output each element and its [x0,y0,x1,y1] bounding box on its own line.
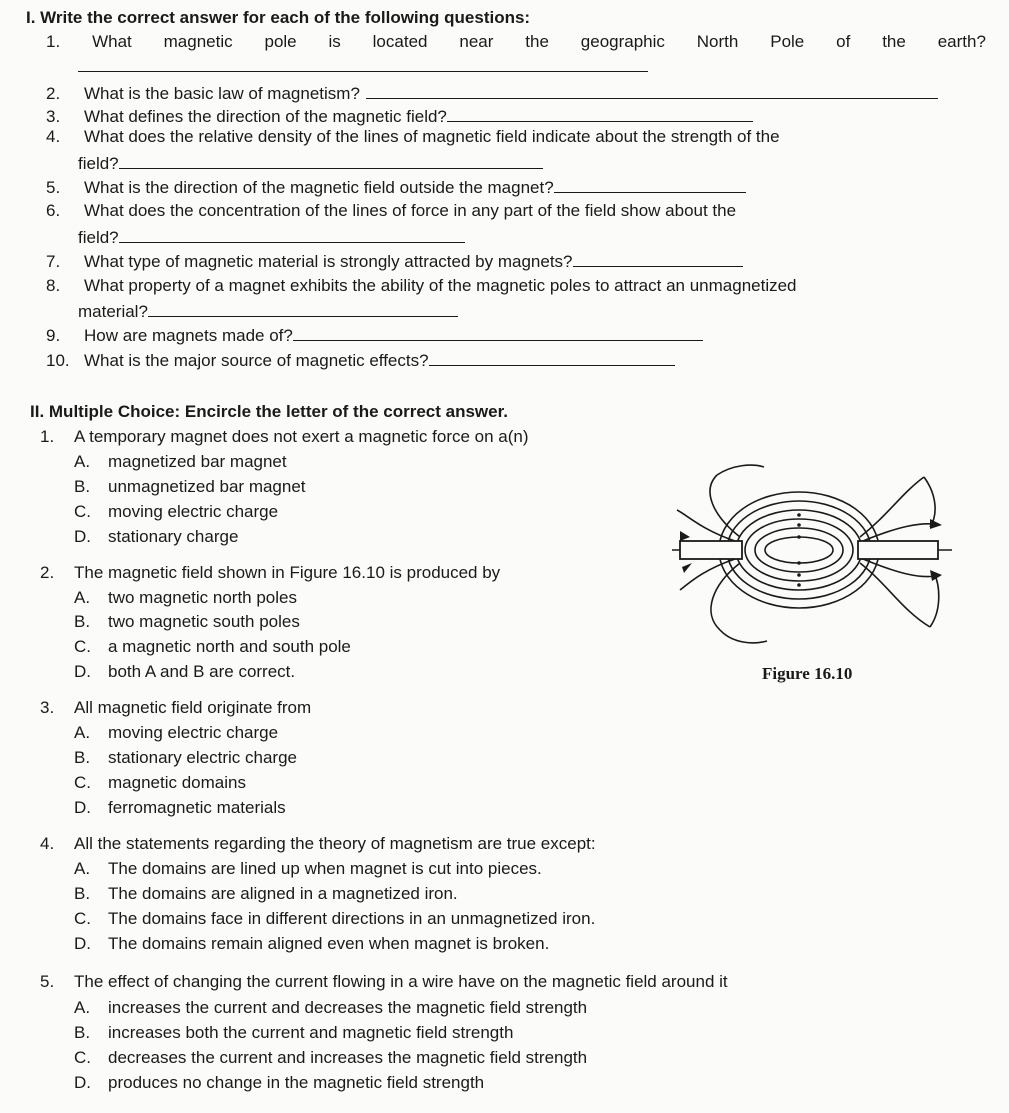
mc4-option-a[interactable] [74,859,542,879]
part1-title: I. Write the correct answer for each of the following questions: [26,8,531,27]
figure-caption: Figure 16.10 [762,664,853,683]
option-text: ferromagnetic materials [108,798,286,817]
option-text: The domains face in different directions in an unmagnetized iron. [108,909,596,928]
option-letter: B. [74,1023,91,1042]
question-text: What is the major source of magnetic effects? [84,351,429,370]
question-text: What property of a magnet exhibits the ability of the magnetic poles to attract an unmagnetized [84,276,797,295]
question-text: How are magnets made of? [84,326,293,345]
option-text: a magnetic north and south pole [108,637,351,656]
question-text: What is the direction of the magnetic field outside the magnet? [84,178,554,197]
word: magnetic [163,32,233,51]
option-text: moving electric charge [108,502,279,521]
option-letter: D. [74,934,91,953]
answer-blank-9[interactable] [293,326,703,341]
question-text: The magnetic field shown in Figure 16.10 is produced by [74,563,501,582]
question-text: field? [78,154,119,173]
mc2-option-b[interactable] [74,612,300,632]
option-letter: A. [74,452,91,471]
option-letter: D. [74,527,91,546]
mc5-option-c[interactable] [74,1048,587,1068]
question-text: What is the basic law of magnetism? [84,84,360,103]
option-letter: C. [74,1048,91,1067]
answer-blank-4[interactable] [119,154,543,169]
answer-blank-5[interactable] [554,178,746,193]
option-text: The domains are aligned in a magnetized iron. [108,884,458,903]
option-letter: B. [74,748,91,767]
mc1-option-c[interactable] [74,502,278,522]
question-8 [46,276,986,296]
option-text: produces no change in the magnetic field strength [108,1073,485,1092]
question-number: 2. [46,84,61,103]
question-text: All the statements regarding the theory of magnetism are true except: [74,834,596,853]
question-10 [46,351,675,371]
mc-question-5 [40,972,728,992]
question-6-line2 [78,228,465,248]
mc5-option-d[interactable] [74,1073,484,1093]
mc5-option-b[interactable] [74,1023,513,1043]
question-text: material? [78,302,148,321]
answer-blank-2[interactable] [366,84,938,99]
question-7 [46,252,743,272]
question-5 [46,178,746,198]
mc4-option-c[interactable] [74,909,595,929]
answer-blank-7[interactable] [573,252,743,267]
mc4-option-d[interactable] [74,934,549,954]
mc2-option-d[interactable] [74,662,295,682]
option-text: both A and B are correct. [108,662,296,681]
question-text: A temporary magnet does not exert a magnetic force on a(n) [74,427,529,446]
option-text: moving electric charge [108,723,279,742]
question-text: What does the concentration of the lines of force in any part of the field show about the [84,201,737,220]
option-letter: A. [74,998,91,1017]
option-letter: D. [74,798,91,817]
question-number: 7. [46,252,61,271]
option-letter: A. [74,723,91,742]
answer-blank-10[interactable] [429,351,675,366]
question-number: 8. [46,276,61,295]
option-letter: A. [74,859,91,878]
option-text: stationary electric charge [108,748,297,767]
mc4-option-b[interactable] [74,884,458,904]
mc5-option-a[interactable] [74,998,587,1018]
question-number: 10. [46,351,70,370]
question-number: 5. [40,972,55,991]
option-text: two magnetic north poles [108,588,297,607]
mc1-option-a[interactable] [74,452,287,472]
mc2-option-c[interactable] [74,637,351,657]
question-text: field? [78,228,119,247]
mc-question-2 [40,563,500,583]
question-text: What does the relative density of the lines of magnetic field indicate about the strength of the [84,127,780,146]
question-number: 4. [40,834,55,853]
option-text: magnetized bar magnet [108,452,287,471]
question-number: 3. [46,107,61,126]
option-text: The domains remain aligned even when magnet is broken. [108,934,550,953]
question-number: 9. [46,326,61,345]
option-text: two magnetic south poles [108,612,300,631]
option-letter: C. [74,502,91,521]
question-4 [46,127,986,147]
word: Pole [770,32,805,51]
question-text: The effect of changing the current flowing in a wire have on the magnetic field around it [74,972,728,991]
question-text: What defines the direction of the magnetic field? [84,107,447,126]
word: pole [264,32,297,51]
mc-question-3 [40,698,311,718]
question-number: 1. [46,32,61,51]
mc2-option-a[interactable] [74,588,297,608]
word: located [372,32,428,51]
mc3-option-b[interactable] [74,748,297,768]
question-2 [46,84,938,104]
right-bar-magnet [858,541,938,559]
option-letter: C. [74,773,91,792]
option-letter: B. [74,477,91,496]
mc1-option-b[interactable] [74,477,306,497]
option-text: magnetic domains [108,773,246,792]
answer-blank-6[interactable] [119,228,465,243]
field-dots [797,513,801,587]
mc3-option-a[interactable] [74,723,278,743]
option-letter: C. [74,637,91,656]
option-letter: C. [74,909,91,928]
left-bar-magnet [680,541,742,559]
question-number: 5. [46,178,61,197]
question-1 [46,32,986,52]
option-text: stationary charge [108,527,239,546]
part2-title: II. Multiple Choice: Encircle the letter of the correct answer. [30,402,509,421]
word: North [696,32,739,51]
option-letter: B. [74,884,91,903]
word: of [836,32,851,51]
question-9 [46,326,703,346]
question-number: 3. [40,698,55,717]
option-letter: B. [74,612,91,631]
question-3 [46,107,753,127]
word: What [92,32,132,51]
word: geographic [580,32,665,51]
answer-blank-3[interactable] [447,107,753,122]
question-text: All magnetic field originate from [74,698,312,717]
mc-question-1 [40,427,529,447]
option-text: decreases the current and increases the magnetic field strength [108,1048,588,1067]
option-letter: D. [74,1073,91,1092]
question-number: 2. [40,563,55,582]
option-text: increases the current and decreases the magnetic field strength [108,998,588,1017]
question-6 [46,201,986,221]
option-text: increases both the current and magnetic field strength [108,1023,514,1042]
magnetic-field-figure [672,455,952,650]
word: the [525,32,549,51]
question-text: What type of magnetic material is strongly attracted by magnets? [84,252,573,271]
option-text: unmagnetized bar magnet [108,477,306,496]
option-letter: D. [74,662,91,681]
option-text: The domains are lined up when magnet is cut into pieces. [108,859,542,878]
option-letter: A. [74,588,91,607]
answer-blank-1[interactable] [78,57,648,72]
word: earth? [937,32,986,51]
word: is [328,32,341,51]
question-8-line2 [78,302,458,322]
question-4-line2 [78,154,543,174]
word: the [882,32,906,51]
mc1-option-d[interactable] [74,527,238,547]
question-number: 6. [46,201,61,220]
mc-question-4 [40,834,596,854]
question-number: 4. [46,127,61,146]
question-number: 1. [40,427,55,446]
answer-blank-8[interactable] [148,302,458,317]
mc3-option-d[interactable] [74,798,286,818]
mc3-option-c[interactable] [74,773,246,793]
word: near [459,32,494,51]
